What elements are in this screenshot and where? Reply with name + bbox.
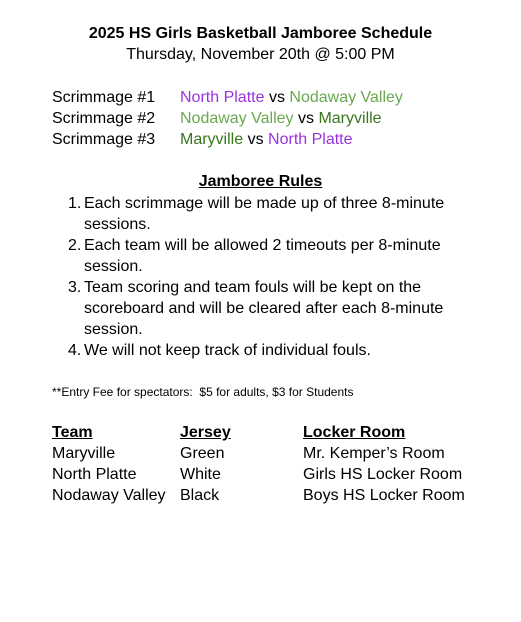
scrimmage-label: Scrimmage #3 xyxy=(52,131,156,148)
scrimmage-vs: vs xyxy=(298,110,314,127)
page-title: 2025 HS Girls Basketball Jamboree Schedule xyxy=(88,25,433,42)
rules-list xyxy=(68,193,468,361)
locker-room-cell: Girls HS Locker Room xyxy=(303,466,463,483)
scrimmage-label: Scrimmage #1 xyxy=(52,89,156,106)
rule-text: Each scrimmage will be made up of three 8-minute sessions. xyxy=(84,195,445,233)
rule-number: 1. xyxy=(68,195,82,212)
jersey-cell: Green xyxy=(180,445,225,462)
scrimmage-vs: vs xyxy=(247,131,264,148)
scrimmage-team-a: Nodaway Valley xyxy=(180,110,294,127)
team-cell: North Platte xyxy=(52,466,137,483)
column-header-team: Team xyxy=(52,424,93,441)
scrimmage-vs: vs xyxy=(268,89,285,106)
rule-item xyxy=(68,193,468,235)
rule-item xyxy=(68,277,468,340)
jersey-cell: White xyxy=(180,466,221,483)
scrimmage-line xyxy=(52,88,403,108)
jersey-cell: Black xyxy=(180,487,220,504)
scrimmage-line xyxy=(52,130,353,150)
rule-text: Team scoring and team fouls will be kept on the scoreboard and will be cleared after each 8-minute session. xyxy=(84,279,444,338)
scrimmage-team-b: Nodaway Valley xyxy=(289,89,403,106)
column-header-locker-room: Locker Room xyxy=(303,424,406,441)
rule-text: We will not keep track of individual fouls. xyxy=(84,342,371,359)
team-cell: Nodaway Valley xyxy=(52,487,166,504)
entry-fee-note: **Entry Fee for spectators: $5 for adults, $3 for Students xyxy=(52,385,354,399)
scrimmage-team-a: Maryville xyxy=(180,131,244,148)
rule-item xyxy=(68,235,468,277)
rules-heading: Jamboree Rules xyxy=(198,173,323,190)
locker-room-cell: Mr. Kemper’s Room xyxy=(303,445,445,462)
rule-number: 3. xyxy=(68,279,82,296)
scrimmage-team-a: North Platte xyxy=(180,89,265,106)
scrimmage-team-b: North Platte xyxy=(268,131,353,148)
scrimmage-team-b: Maryville xyxy=(318,110,382,127)
scrimmage-label: Scrimmage #2 xyxy=(52,110,156,127)
scrimmage-line xyxy=(52,109,382,129)
team-cell: Maryville xyxy=(52,445,116,462)
rule-number: 2. xyxy=(68,237,82,254)
rule-number: 4. xyxy=(68,342,82,359)
locker-room-cell: Boys HS Locker Room xyxy=(303,487,465,504)
rule-item xyxy=(68,340,468,361)
column-header-jersey: Jersey xyxy=(180,424,231,441)
event-date-time: Thursday, November 20th @ 5:00 PM xyxy=(126,46,395,63)
rule-text: Each team will be allowed 2 timeouts per 8-minute session. xyxy=(84,237,441,275)
